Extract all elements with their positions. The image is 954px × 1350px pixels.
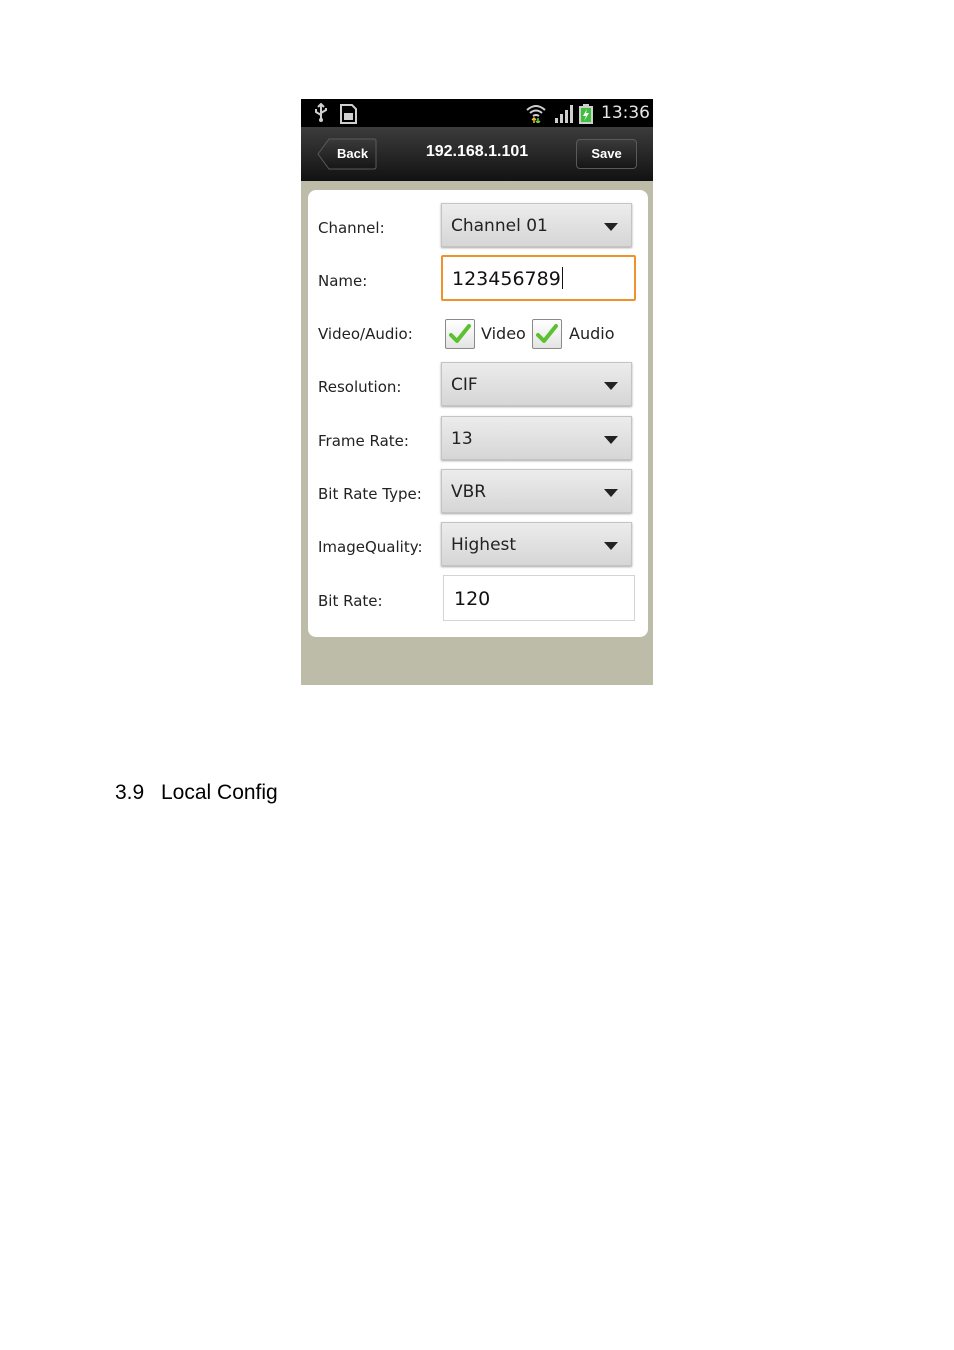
bit-rate-type-label: Bit Rate Type:: [318, 485, 422, 503]
chevron-down-icon: [604, 542, 618, 550]
chevron-down-icon: [604, 223, 618, 231]
frame-rate-select-value: 13: [451, 429, 473, 449]
back-button[interactable]: [317, 138, 377, 170]
bit-rate-type-select-value: VBR: [451, 482, 487, 502]
back-button-label: Back: [337, 146, 369, 161]
section-title: Local Config: [161, 781, 278, 804]
page-title: 192.168.1.101: [425, 143, 529, 160]
audio-checkbox[interactable]: [532, 319, 562, 349]
text-cursor: [562, 267, 563, 289]
resolution-select[interactable]: [441, 362, 632, 406]
image-quality-label: ImageQuality:: [318, 538, 423, 556]
bit-rate-type-select[interactable]: [441, 469, 632, 513]
chevron-down-icon: [604, 382, 618, 390]
frame-rate-select[interactable]: [441, 416, 632, 460]
phone-screenshot: [301, 99, 653, 685]
title-bar: [301, 127, 653, 181]
chevron-down-icon: [604, 436, 618, 444]
checkmark-icon: [449, 323, 471, 345]
video-audio-label: Video/Audio:: [318, 325, 413, 343]
section-heading: [115, 781, 278, 805]
checkmark-icon: [536, 323, 558, 345]
save-button[interactable]: Save: [576, 139, 637, 169]
channel-label: Channel:: [318, 219, 385, 237]
name-input[interactable]: [441, 255, 636, 301]
signal-icon: [554, 104, 576, 127]
image-quality-select-value: Highest: [451, 535, 517, 555]
status-bar: [301, 99, 653, 127]
name-label: Name:: [318, 272, 368, 290]
wifi-icon: [525, 103, 547, 127]
resolution-select-value: CIF: [451, 375, 478, 395]
channel-select[interactable]: [441, 203, 632, 247]
chevron-down-icon: [604, 489, 618, 497]
bit-rate-input[interactable]: [443, 575, 635, 621]
bit-rate-input-value: 120: [454, 588, 491, 610]
channel-settings-panel: [308, 190, 648, 637]
section-number: 3.9: [115, 781, 145, 804]
image-quality-select[interactable]: [441, 522, 632, 566]
video-checkbox[interactable]: [445, 319, 475, 349]
sd-card-icon: [338, 104, 358, 128]
status-time: 13:36: [601, 103, 650, 123]
name-input-value: 123456789: [452, 268, 561, 290]
battery-charging-icon: [578, 104, 594, 128]
resolution-label: Resolution:: [318, 378, 402, 396]
frame-rate-label: Frame Rate:: [318, 432, 409, 450]
channel-select-value: Channel 01: [451, 216, 548, 236]
usb-icon: [313, 103, 329, 127]
audio-checkbox-label: Audio: [569, 324, 615, 343]
video-checkbox-label: Video: [481, 324, 526, 343]
bit-rate-label: Bit Rate:: [318, 592, 383, 610]
